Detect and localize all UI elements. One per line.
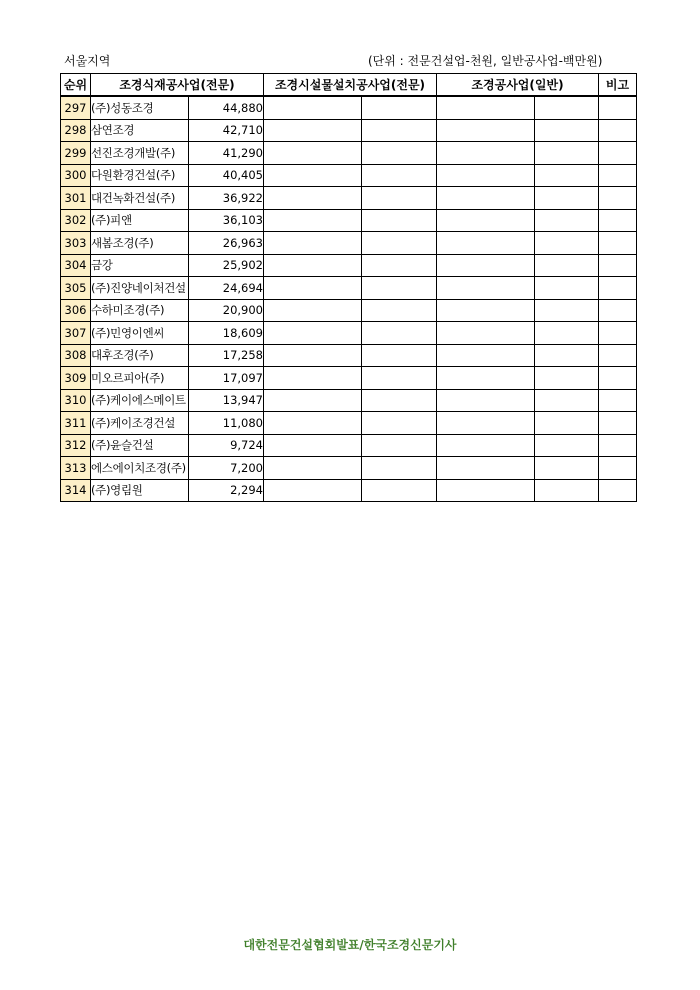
- general-value-cell: [535, 299, 599, 322]
- general-name-cell: [437, 344, 535, 367]
- rank-cell: 303: [61, 232, 91, 255]
- facility-name-cell: [264, 277, 362, 300]
- company-name-cell: (주)케이에스메이트: [91, 389, 189, 412]
- facility-name-cell: [264, 164, 362, 187]
- table-header-row: [61, 74, 637, 97]
- facility-name-cell: [264, 367, 362, 390]
- general-name-cell: [437, 479, 535, 502]
- column-header-general: 조경공사업(일반): [437, 74, 599, 97]
- performance-value-cell: 36,103: [189, 209, 264, 232]
- remarks-cell: [599, 96, 637, 119]
- general-value-cell: [535, 96, 599, 119]
- general-value-cell: [535, 367, 599, 390]
- facility-name-cell: [264, 344, 362, 367]
- general-name-cell: [437, 96, 535, 119]
- facility-value-cell: [362, 209, 437, 232]
- table-row: [61, 457, 637, 480]
- general-name-cell: [437, 232, 535, 255]
- general-value-cell: [535, 209, 599, 232]
- facility-name-cell: [264, 232, 362, 255]
- table-row: [61, 389, 637, 412]
- general-name-cell: [437, 434, 535, 457]
- remarks-cell: [599, 479, 637, 502]
- remarks-cell: [599, 412, 637, 435]
- general-name-cell: [437, 367, 535, 390]
- general-value-cell: [535, 232, 599, 255]
- rank-cell: 312: [61, 434, 91, 457]
- table-row: [61, 344, 637, 367]
- facility-value-cell: [362, 344, 437, 367]
- company-name-cell: 선진조경개발(주): [91, 142, 189, 165]
- facility-value-cell: [362, 96, 437, 119]
- remarks-cell: [599, 367, 637, 390]
- table-row: [61, 412, 637, 435]
- facility-value-cell: [362, 164, 437, 187]
- general-value-cell: [535, 389, 599, 412]
- rank-cell: 306: [61, 299, 91, 322]
- remarks-cell: [599, 389, 637, 412]
- company-name-cell: 다원환경건설(주): [91, 164, 189, 187]
- rank-cell: 297: [61, 96, 91, 119]
- company-name-cell: 에스에이치조경(주): [91, 457, 189, 480]
- performance-value-cell: 25,902: [189, 254, 264, 277]
- table-row: [61, 322, 637, 345]
- general-name-cell: [437, 322, 535, 345]
- performance-value-cell: 11,080: [189, 412, 264, 435]
- remarks-cell: [599, 254, 637, 277]
- table-row: [61, 142, 637, 165]
- company-name-cell: (주)영림원: [91, 479, 189, 502]
- company-name-cell: (주)성동조경: [91, 96, 189, 119]
- facility-name-cell: [264, 187, 362, 210]
- performance-value-cell: 44,880: [189, 96, 264, 119]
- table-row: [61, 232, 637, 255]
- facility-value-cell: [362, 434, 437, 457]
- general-name-cell: [437, 389, 535, 412]
- general-value-cell: [535, 457, 599, 480]
- company-name-cell: 금강: [91, 254, 189, 277]
- facility-name-cell: [264, 479, 362, 502]
- rank-cell: 307: [61, 322, 91, 345]
- region-label: 서울지역: [64, 54, 111, 68]
- rank-cell: 299: [61, 142, 91, 165]
- rank-cell: 311: [61, 412, 91, 435]
- table-row: [61, 164, 637, 187]
- facility-name-cell: [264, 322, 362, 345]
- facility-name-cell: [264, 119, 362, 142]
- company-name-cell: 새봄조경(주): [91, 232, 189, 255]
- general-name-cell: [437, 412, 535, 435]
- remarks-cell: [599, 434, 637, 457]
- ranking-table: [60, 73, 637, 502]
- general-value-cell: [535, 344, 599, 367]
- performance-value-cell: 2,294: [189, 479, 264, 502]
- company-name-cell: 대건녹화건설(주): [91, 187, 189, 210]
- general-name-cell: [437, 142, 535, 165]
- general-value-cell: [535, 164, 599, 187]
- general-name-cell: [437, 277, 535, 300]
- general-name-cell: [437, 299, 535, 322]
- table-row: [61, 187, 637, 210]
- remarks-cell: [599, 209, 637, 232]
- table-row: [61, 119, 637, 142]
- table-row: [61, 479, 637, 502]
- column-header-planting: 조경식재공사업(전문): [91, 74, 264, 97]
- unit-note: (단위 : 전문건설업-천원, 일반공사업-백만원): [368, 54, 603, 68]
- company-name-cell: 대후조경(주): [91, 344, 189, 367]
- facility-value-cell: [362, 412, 437, 435]
- general-value-cell: [535, 187, 599, 210]
- performance-value-cell: 42,710: [189, 119, 264, 142]
- facility-value-cell: [362, 142, 437, 165]
- column-header-facility: 조경시설물설치공사업(전문): [264, 74, 437, 97]
- performance-value-cell: 26,963: [189, 232, 264, 255]
- rank-cell: 305: [61, 277, 91, 300]
- remarks-cell: [599, 277, 637, 300]
- column-header-rank: 순위: [61, 74, 91, 97]
- rank-cell: 301: [61, 187, 91, 210]
- table-row: [61, 96, 637, 119]
- remarks-cell: [599, 299, 637, 322]
- facility-value-cell: [362, 232, 437, 255]
- facility-name-cell: [264, 457, 362, 480]
- rank-cell: 310: [61, 389, 91, 412]
- remarks-cell: [599, 142, 637, 165]
- rank-cell: 302: [61, 209, 91, 232]
- general-value-cell: [535, 277, 599, 300]
- facility-value-cell: [362, 119, 437, 142]
- rank-cell: 298: [61, 119, 91, 142]
- general-name-cell: [437, 119, 535, 142]
- facility-name-cell: [264, 209, 362, 232]
- company-name-cell: (주)윤슬건설: [91, 434, 189, 457]
- general-value-cell: [535, 119, 599, 142]
- rank-cell: 304: [61, 254, 91, 277]
- general-value-cell: [535, 254, 599, 277]
- performance-value-cell: 40,405: [189, 164, 264, 187]
- performance-value-cell: 36,922: [189, 187, 264, 210]
- general-value-cell: [535, 142, 599, 165]
- performance-value-cell: 41,290: [189, 142, 264, 165]
- performance-value-cell: 17,097: [189, 367, 264, 390]
- facility-value-cell: [362, 479, 437, 502]
- facility-name-cell: [264, 434, 362, 457]
- table-row: [61, 254, 637, 277]
- facility-name-cell: [264, 96, 362, 119]
- remarks-cell: [599, 457, 637, 480]
- general-value-cell: [535, 322, 599, 345]
- performance-value-cell: 7,200: [189, 457, 264, 480]
- general-value-cell: [535, 412, 599, 435]
- facility-value-cell: [362, 457, 437, 480]
- general-value-cell: [535, 479, 599, 502]
- facility-value-cell: [362, 299, 437, 322]
- rank-cell: 300: [61, 164, 91, 187]
- general-name-cell: [437, 254, 535, 277]
- facility-value-cell: [362, 187, 437, 210]
- rank-cell: 313: [61, 457, 91, 480]
- facility-name-cell: [264, 389, 362, 412]
- table-row: [61, 367, 637, 390]
- rank-cell: 309: [61, 367, 91, 390]
- general-value-cell: [535, 434, 599, 457]
- remarks-cell: [599, 119, 637, 142]
- company-name-cell: (주)민영이엔씨: [91, 322, 189, 345]
- rank-cell: 308: [61, 344, 91, 367]
- facility-value-cell: [362, 389, 437, 412]
- facility-value-cell: [362, 367, 437, 390]
- table-row: [61, 209, 637, 232]
- facility-value-cell: [362, 277, 437, 300]
- performance-value-cell: 17,258: [189, 344, 264, 367]
- general-name-cell: [437, 187, 535, 210]
- remarks-cell: [599, 322, 637, 345]
- general-name-cell: [437, 209, 535, 232]
- table-row: [61, 277, 637, 300]
- performance-value-cell: 9,724: [189, 434, 264, 457]
- remarks-cell: [599, 164, 637, 187]
- table-row: [61, 434, 637, 457]
- footer-source: 대한전문건설협회발표/한국조경신문기사: [243, 938, 457, 952]
- rank-cell: 314: [61, 479, 91, 502]
- remarks-cell: [599, 187, 637, 210]
- performance-value-cell: 18,609: [189, 322, 264, 345]
- facility-name-cell: [264, 299, 362, 322]
- performance-value-cell: 24,694: [189, 277, 264, 300]
- remarks-cell: [599, 232, 637, 255]
- facility-name-cell: [264, 412, 362, 435]
- facility-name-cell: [264, 254, 362, 277]
- facility-name-cell: [264, 142, 362, 165]
- company-name-cell: (주)진양네이처건설: [91, 277, 189, 300]
- column-header-remarks: 비고: [599, 74, 637, 97]
- company-name-cell: 미오르피아(주): [91, 367, 189, 390]
- company-name-cell: (주)피앤: [91, 209, 189, 232]
- remarks-cell: [599, 344, 637, 367]
- company-name-cell: 삼연조경: [91, 119, 189, 142]
- general-name-cell: [437, 457, 535, 480]
- general-name-cell: [437, 164, 535, 187]
- performance-value-cell: 13,947: [189, 389, 264, 412]
- company-name-cell: (주)케이조경건설: [91, 412, 189, 435]
- facility-value-cell: [362, 254, 437, 277]
- company-name-cell: 수하미조경(주): [91, 299, 189, 322]
- performance-value-cell: 20,900: [189, 299, 264, 322]
- facility-value-cell: [362, 322, 437, 345]
- table-row: [61, 299, 637, 322]
